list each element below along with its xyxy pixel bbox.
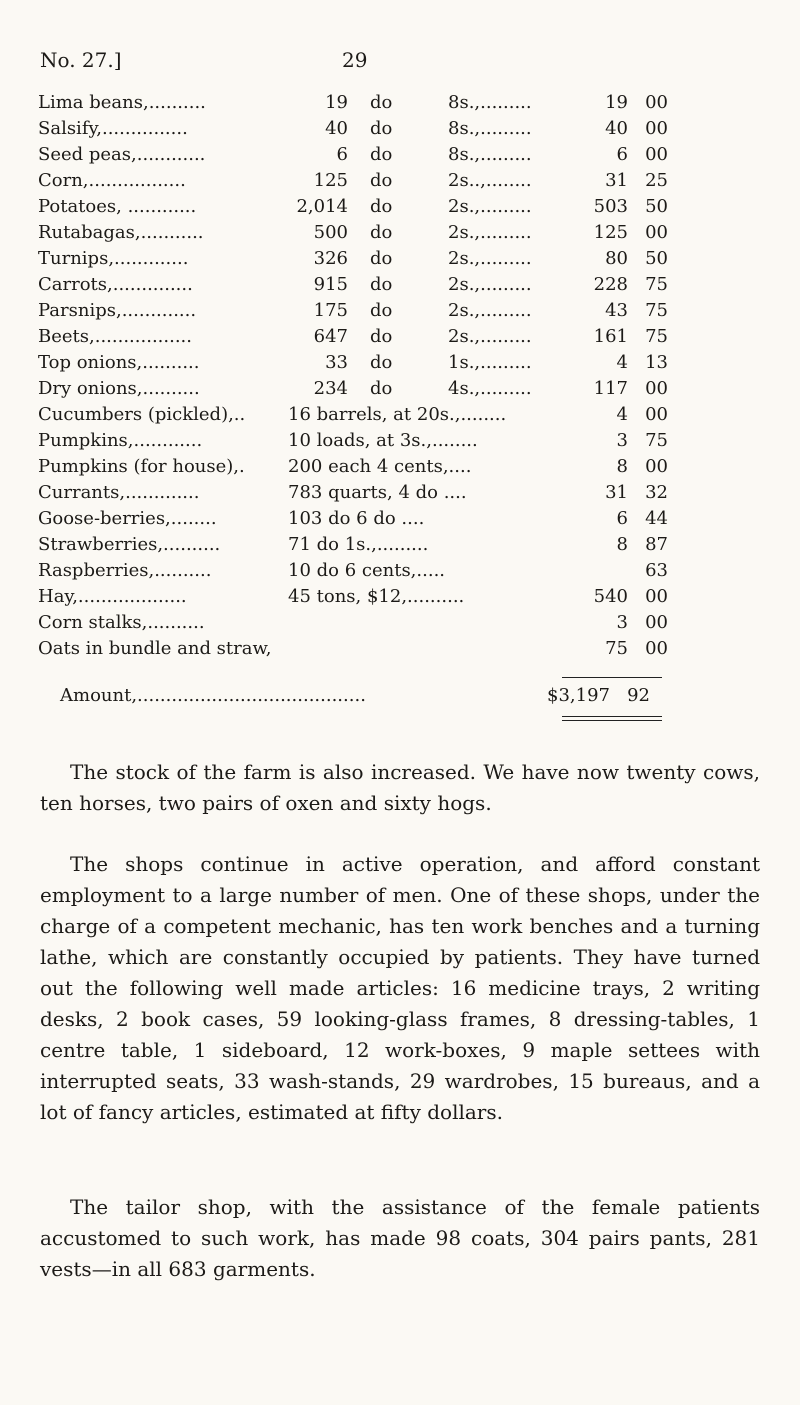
amount-cents: 00 — [645, 92, 668, 113]
table-row — [38, 324, 758, 350]
item-name: Pumpkins,............ — [38, 430, 203, 451]
amount-cents: 13 — [645, 352, 668, 373]
quantity: 40 — [325, 118, 348, 139]
table-row — [38, 506, 758, 532]
amount-dollars: 161 — [593, 326, 628, 347]
total-rule-top — [562, 677, 662, 678]
page-number: 29 — [342, 48, 368, 72]
table-row — [38, 168, 758, 194]
amount-dollars: 31 — [605, 170, 628, 191]
amount-cents: 25 — [645, 170, 668, 191]
amount-cents: 75 — [645, 430, 668, 451]
item-name: Salsify,............... — [38, 118, 188, 139]
amount-dollars: 503 — [593, 196, 628, 217]
amount-cents: 50 — [645, 248, 668, 269]
total-rule-double-2 — [562, 720, 662, 721]
amount-cents: 75 — [645, 300, 668, 321]
price: 8s.,......... — [448, 118, 532, 139]
amount-dollars: 40 — [605, 118, 628, 139]
amount-cents: 00 — [645, 404, 668, 425]
amount-cents: 00 — [645, 638, 668, 659]
amount-dollars: 540 — [593, 586, 628, 607]
paragraph-shops: The shops continue in active operation, and afford constant employment to a large number of men. One of these shops, under the charge of a competent mechanic, has ten work benches and a turning lathe, which are constantly occupied by patients. They have turned out the following well made articles: 16 medicine trays, 2 writing desks, 2 book cases, 59 looking-glass frames, 8 dressing-tables, 1 centre table, 1 sideboard, 12 work-boxes, 9 maple settees with interrupted seats, 33 wash-stands, 29 wardrobes, 15 bureaus, and a lot of fancy articles, estimated at fifty dollars. — [40, 852, 760, 1124]
unit: do — [370, 300, 393, 321]
item-name: Corn,................. — [38, 170, 186, 191]
item-name: Raspberries,.......... — [38, 560, 212, 581]
item-name: Rutabagas,........... — [38, 222, 204, 243]
amount-dollars: 19 — [605, 92, 628, 113]
table-row — [38, 220, 758, 246]
item-name: Carrots,.............. — [38, 274, 193, 295]
table-row — [38, 350, 758, 376]
table-row — [38, 558, 758, 584]
amount-cents: 00 — [645, 118, 668, 139]
unit: do — [370, 118, 393, 139]
produce-table — [38, 90, 758, 662]
unit: do — [370, 170, 393, 191]
paragraph-farm-stock: The stock of the farm is also increased. We have now twenty cows, ten horses, two pairs of oxen and sixty hogs. — [40, 760, 760, 815]
item-name: Hay,................... — [38, 586, 187, 607]
total-row — [60, 683, 660, 709]
amount-cents: 00 — [645, 222, 668, 243]
quantity-rate: 783 quarts, 4 do .... — [288, 482, 467, 503]
unit: do — [370, 196, 393, 217]
amount-cents: 63 — [645, 560, 668, 581]
quantity: 175 — [313, 300, 348, 321]
paragraph-tailor-shop: The tailor shop, with the assistance of the female patients accustomed to such work, has made 98 coats, 304 pairs pants, 281 vests—in all 683 garments. — [40, 1195, 760, 1281]
price: 2s.,......... — [448, 248, 532, 269]
amount-dollars: 6 — [616, 144, 628, 165]
item-name: Corn stalks,.......... — [38, 612, 205, 633]
amount-cents: 00 — [645, 586, 668, 607]
quantity-rate: 200 each 4 cents,.... — [288, 456, 472, 477]
unit: do — [370, 222, 393, 243]
amount-dollars: 8 — [616, 534, 628, 555]
unit: do — [370, 274, 393, 295]
amount-cents: 00 — [645, 144, 668, 165]
amount-cents: 44 — [645, 508, 668, 529]
quantity: 234 — [313, 378, 348, 399]
price: 2s.,......... — [448, 222, 532, 243]
unit: do — [370, 92, 393, 113]
price: 8s.,......... — [448, 144, 532, 165]
quantity-rate: 10 loads, at 3s.,........ — [288, 430, 478, 451]
item-name: Pumpkins (for house),. — [38, 456, 245, 477]
item-name: Seed peas,............ — [38, 144, 206, 165]
unit: do — [370, 378, 393, 399]
quantity: 33 — [325, 352, 348, 373]
price: 2s.,......... — [448, 300, 532, 321]
total-rule-double-1 — [562, 716, 662, 717]
running-header: No. 27.] — [40, 48, 122, 72]
table-row — [38, 584, 758, 610]
quantity-rate: 16 barrels, at 20s.,........ — [288, 404, 507, 425]
price: 2s.,......... — [448, 274, 532, 295]
table-row — [38, 636, 758, 662]
table-row — [38, 428, 758, 454]
item-name: Currants,............. — [38, 482, 200, 503]
amount-dollars: 43 — [605, 300, 628, 321]
item-name: Turnips,............. — [38, 248, 189, 269]
amount-dollars: 228 — [593, 274, 628, 295]
quantity-rate: 45 tons, $12,.......... — [288, 586, 465, 607]
amount-dollars: 125 — [593, 222, 628, 243]
amount-cents: 00 — [645, 612, 668, 633]
quantity: 19 — [325, 92, 348, 113]
total-label: Amount,........................................ — [60, 685, 366, 706]
table-row — [38, 402, 758, 428]
price: 1s.,......... — [448, 352, 532, 373]
price: 2s..,........ — [448, 170, 532, 191]
item-name: Lima beans,.......... — [38, 92, 206, 113]
amount-dollars: 6 — [616, 508, 628, 529]
item-name: Oats in bundle and straw, — [38, 638, 272, 659]
quantity-rate: 103 do 6 do .... — [288, 508, 425, 529]
amount-dollars: 3 — [616, 612, 628, 633]
item-name: Strawberries,.......... — [38, 534, 221, 555]
price: 2s.,......... — [448, 196, 532, 217]
unit: do — [370, 248, 393, 269]
table-row — [38, 194, 758, 220]
amount-cents: 75 — [645, 274, 668, 295]
item-name: Cucumbers (pickled),.. — [38, 404, 246, 425]
amount-dollars: 80 — [605, 248, 628, 269]
item-name: Dry onions,.......... — [38, 378, 200, 399]
unit: do — [370, 144, 393, 165]
quantity: 326 — [313, 248, 348, 269]
table-row — [38, 272, 758, 298]
amount-dollars: 117 — [593, 378, 628, 399]
item-name: Goose-berries,........ — [38, 508, 217, 529]
amount-dollars: 4 — [616, 352, 628, 373]
table-row — [38, 298, 758, 324]
amount-dollars: 4 — [616, 404, 628, 425]
item-name: Parsnips,............. — [38, 300, 197, 321]
unit: do — [370, 352, 393, 373]
quantity: 915 — [313, 274, 348, 295]
quantity: 647 — [313, 326, 348, 347]
amount-cents: 50 — [645, 196, 668, 217]
total-cents: 92 — [627, 685, 650, 706]
item-name: Beets,................. — [38, 326, 192, 347]
table-row — [38, 480, 758, 506]
total-dollars: $3,197 — [547, 685, 610, 706]
amount-cents: 00 — [645, 456, 668, 477]
quantity-rate: 71 do 1s.,......... — [288, 534, 429, 555]
amount-dollars: 75 — [605, 638, 628, 659]
table-row — [38, 532, 758, 558]
table-row — [38, 454, 758, 480]
amount-cents: 32 — [645, 482, 668, 503]
quantity: 2,014 — [296, 196, 348, 217]
price: 4s.,......... — [448, 378, 532, 399]
item-name: Top onions,.......... — [38, 352, 200, 373]
table-row — [38, 610, 758, 636]
amount-dollars: 3 — [616, 430, 628, 451]
quantity: 6 — [336, 144, 348, 165]
table-row — [38, 246, 758, 272]
item-name: Potatoes, ............ — [38, 196, 197, 217]
price: 8s.,......... — [448, 92, 532, 113]
amount-dollars: 31 — [605, 482, 628, 503]
table-row — [38, 142, 758, 168]
table-row — [38, 376, 758, 402]
quantity: 125 — [313, 170, 348, 191]
amount-dollars: 8 — [616, 456, 628, 477]
amount-cents: 75 — [645, 326, 668, 347]
unit: do — [370, 326, 393, 347]
amount-cents: 87 — [645, 534, 668, 555]
price: 2s.,......... — [448, 326, 532, 347]
table-row — [38, 116, 758, 142]
quantity-rate: 10 do 6 cents,..... — [288, 560, 446, 581]
amount-cents: 00 — [645, 378, 668, 399]
table-row — [38, 90, 758, 116]
quantity: 500 — [313, 222, 348, 243]
